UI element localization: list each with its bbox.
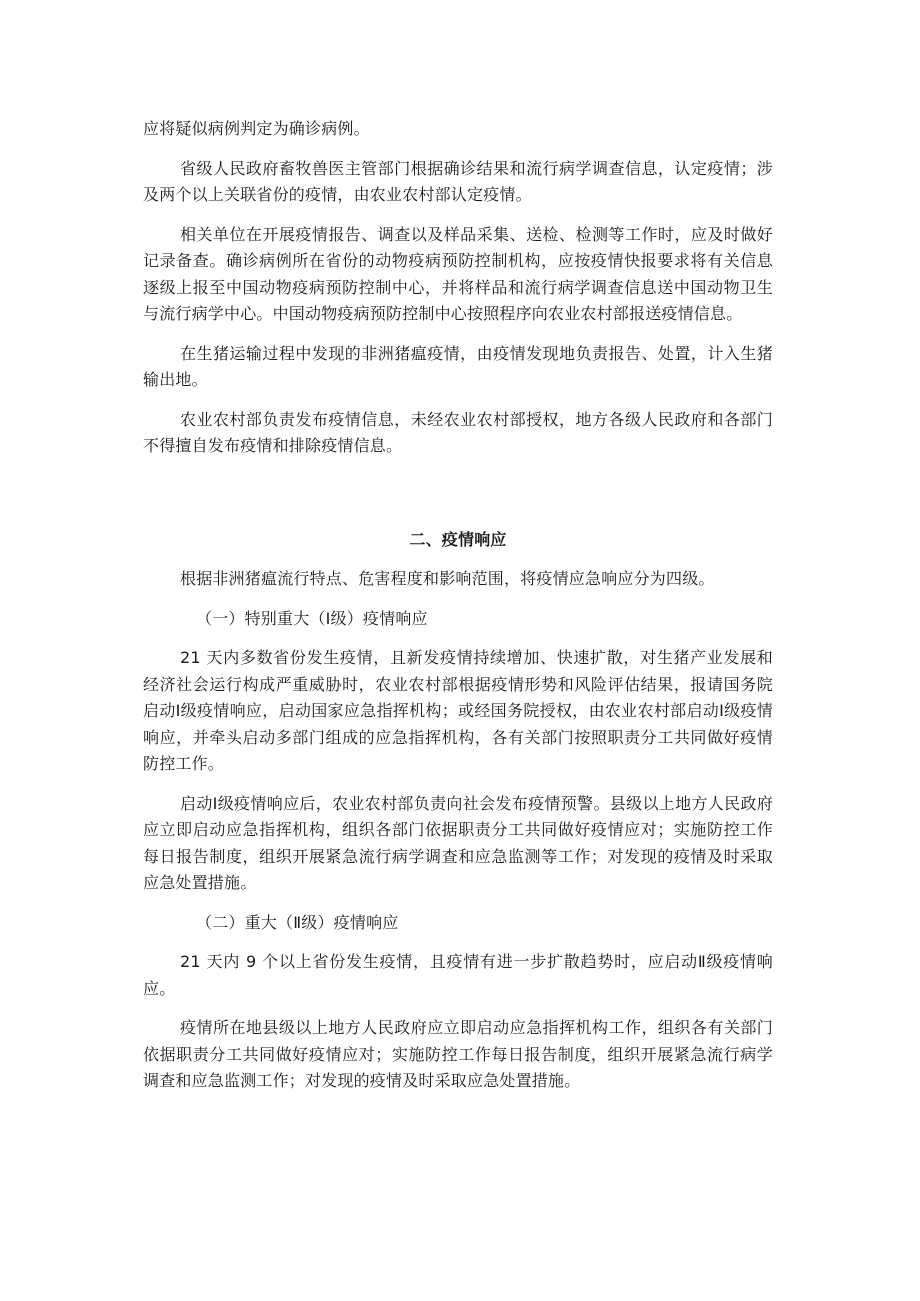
paragraph-reporting-records: 相关单位在开展疫情报告、调查以及样品采集、送检、检测等工作时，应及时做好记录备查。确诊病例所在省份的动物疫病预防控制机构，应按疫情快报要求将有关信息逐级上报至中国动物疫病预防控制中心，并将样品和流行病学调查信息送中国动物卫生与流行病学中心。中国动物疫病预防控制中心按照程序向农业农村部报送疫情信息。 [143, 224, 773, 323]
document-body [143, 116, 773, 1095]
paragraph-level-1-trigger: 21 天内多数省份发生疫情，且新发疫情持续增加、快速扩散，对生猪产业发展和经济社会运行构成严重威胁时，农业农村部根据疫情形势和风险评估结果，报请国务院启动Ⅰ级疫情响应，启动国家应急指挥机构；或经国务院授权，由农业农村部启动Ⅰ级疫情响应，并牵头启动多部门组成的应急指挥机构，各有关部门按照职责分工共同做好疫情防控工作。 [143, 648, 773, 773]
paragraph-level-1-actions: 启动Ⅰ级疫情响应后，农业农村部负责向社会发布疫情预警。县级以上地方人民政府应立即启动应急指挥机构，组织各部门依据职责分工共同做好疫情应对；实施防控工作每日报告制度，组织开展紧急流行病学调查和应急监测等工作；对发现的疫情及时采取应急处置措施。 [143, 793, 773, 892]
paragraph-outbreak-confirmation: 省级人民政府畜牧兽医主管部门根据确诊结果和流行病学调查信息，认定疫情；涉及两个以上关联省份的疫情，由农业农村部认定疫情。 [143, 158, 773, 204]
paragraph-information-release: 农业农村部负责发布疫情信息，未经农业农村部授权，地方各级人民政府和各部门不得擅自发布疫情和排除疫情信息。 [143, 409, 773, 455]
paragraph-level-2-actions: 疫情所在地县级以上地方人民政府应立即启动应急指挥机构工作，组织各有关部门依据职责分工共同做好疫情应对；实施防控工作每日报告制度，组织开展紧急流行病学调查和应急监测工作；对发现的疫情及时采取应急处置措施。 [143, 1018, 773, 1090]
paragraph-transport-outbreak: 在生猪运输过程中发现的非洲猪瘟疫情，由疫情发现地负责报告、处置，计入生猪输出地。 [143, 343, 773, 389]
section-heading: 二、疫情响应 [409, 529, 507, 549]
subsection-heading-level-2: （二）重大（Ⅱ级）疫情响应 [196, 912, 399, 932]
paragraph-level-2-trigger: 21 天内 9 个以上省份发生疫情，且疫情有进一步扩散趋势时，应启动Ⅱ级疫情响应。 [143, 952, 773, 998]
paragraph-continued: 应将疑似病例判定为确诊病例。 [143, 119, 370, 138]
section-intro: 根据非洲猪瘟流行特点、危害程度和影响范围，将疫情应急响应分为四级。 [180, 569, 715, 588]
subsection-heading-level-1: （一）特别重大（Ⅰ级）疫情响应 [196, 608, 428, 628]
